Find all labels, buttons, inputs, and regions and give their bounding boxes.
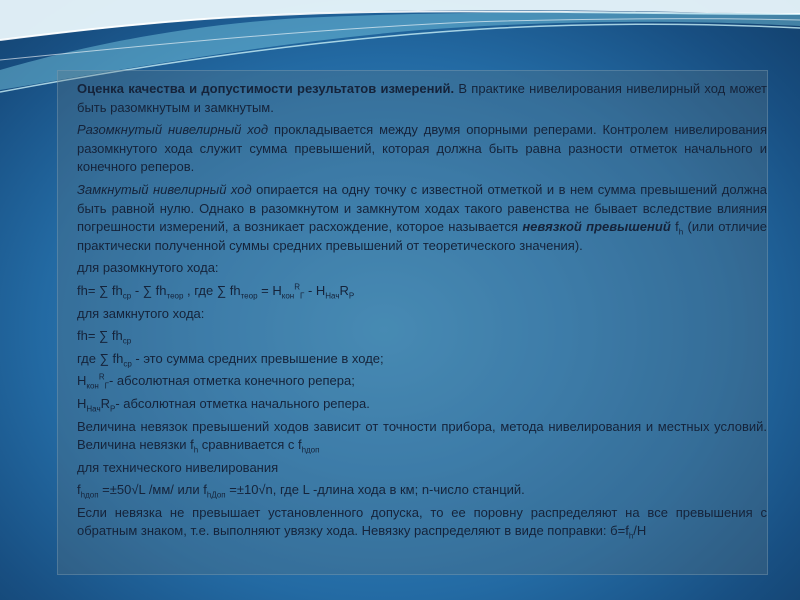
term-closed-traverse: Замкнутый нивелирный ход xyxy=(77,181,252,197)
slide-content xyxy=(77,80,767,541)
term-open-traverse: Разомкнутый нивелирный ход xyxy=(77,122,269,138)
open-traverse-text: прокладывается между двумя опорными реперами. Контролем нивелирования разомкнутого хода служит сумма превышений, которая должна быть равна разности отметок начального и конечного реперов. xyxy=(77,122,767,175)
formula-tolerance: $f_{hдоп} =\pm 50√L$ /мм/ или $f_{hДоп} =\pm 10√n$, где L -длина хода в км; n-число станций. xyxy=(77,482,525,500)
closed-traverse-text: опирается на одну точку с известной отметкой и в нем сумма превышений должна быть равной нулю. Однако в разомкнутом и замкнутом ходах такого равенства не бывает вследствие влияния погрешности измерений, а возникает расхождение, которое называется xyxy=(77,181,767,235)
paragraph-open-traverse xyxy=(77,121,767,177)
term-misclosure: невязкой превышений xyxy=(522,219,671,235)
formula-closed-traverse: fh= ∑ $fh_{ср}$ xyxy=(77,328,132,346)
definition-start-benchmark: $Н_{Нач}R_Р-$ абсолютная отметка начального репера. xyxy=(77,395,370,414)
paragraph-tolerance: Величина невязок превышений ходов зависит от точности прибора, метода нивелирования и местных условий. Величина невязки $f_h$ сравнивается с $f_{hдоп}$ xyxy=(77,418,767,455)
closed-traverse-text-end: (или отличие практически полученной суммы средних превышений от теоретического значения). xyxy=(77,219,768,253)
paragraph-intro xyxy=(77,80,767,117)
misclosure-symbol-sub: h xyxy=(678,227,684,237)
paragraph-closed-traverse xyxy=(77,181,767,255)
section-title: Оценка качества и допустимости результатов измерений. xyxy=(77,81,455,96)
formula-open-traverse: fh= ∑ $fh_{ср}$ - ∑ $fh_{теор}$ , где ∑ $fh_{теор} = Н_{кон}^R_Г - Н_{Нач}R_Р$ xyxy=(77,282,355,301)
definition-sum: где ∑ $fh_{ср}$ - это сумма средних превышение в ходе; xyxy=(77,350,384,369)
label-open-traverse: для разомкнутого хода: xyxy=(77,260,219,276)
misclosure-symbol: f xyxy=(670,219,679,235)
definition-end-benchmark: $Н_{кон}^R_Г-$ абсолютная отметка конечного репера; xyxy=(77,372,355,391)
label-technical-leveling: для технического нивелирования xyxy=(77,459,279,475)
paragraph-adjustment: Если невязка не превышает установленного допуска, то ее поровну распределяют на все превышения с обратным знаком, т.е. выполняют увязку хода. Невязку распределяют в виде поправки: $б=f_h/Н$ xyxy=(77,504,767,542)
label-closed-traverse: для замкнутого хода: xyxy=(77,305,205,321)
intro-text: В практике нивелирования нивелирный ход может быть разомкнутым и замкнутым. xyxy=(77,81,767,115)
